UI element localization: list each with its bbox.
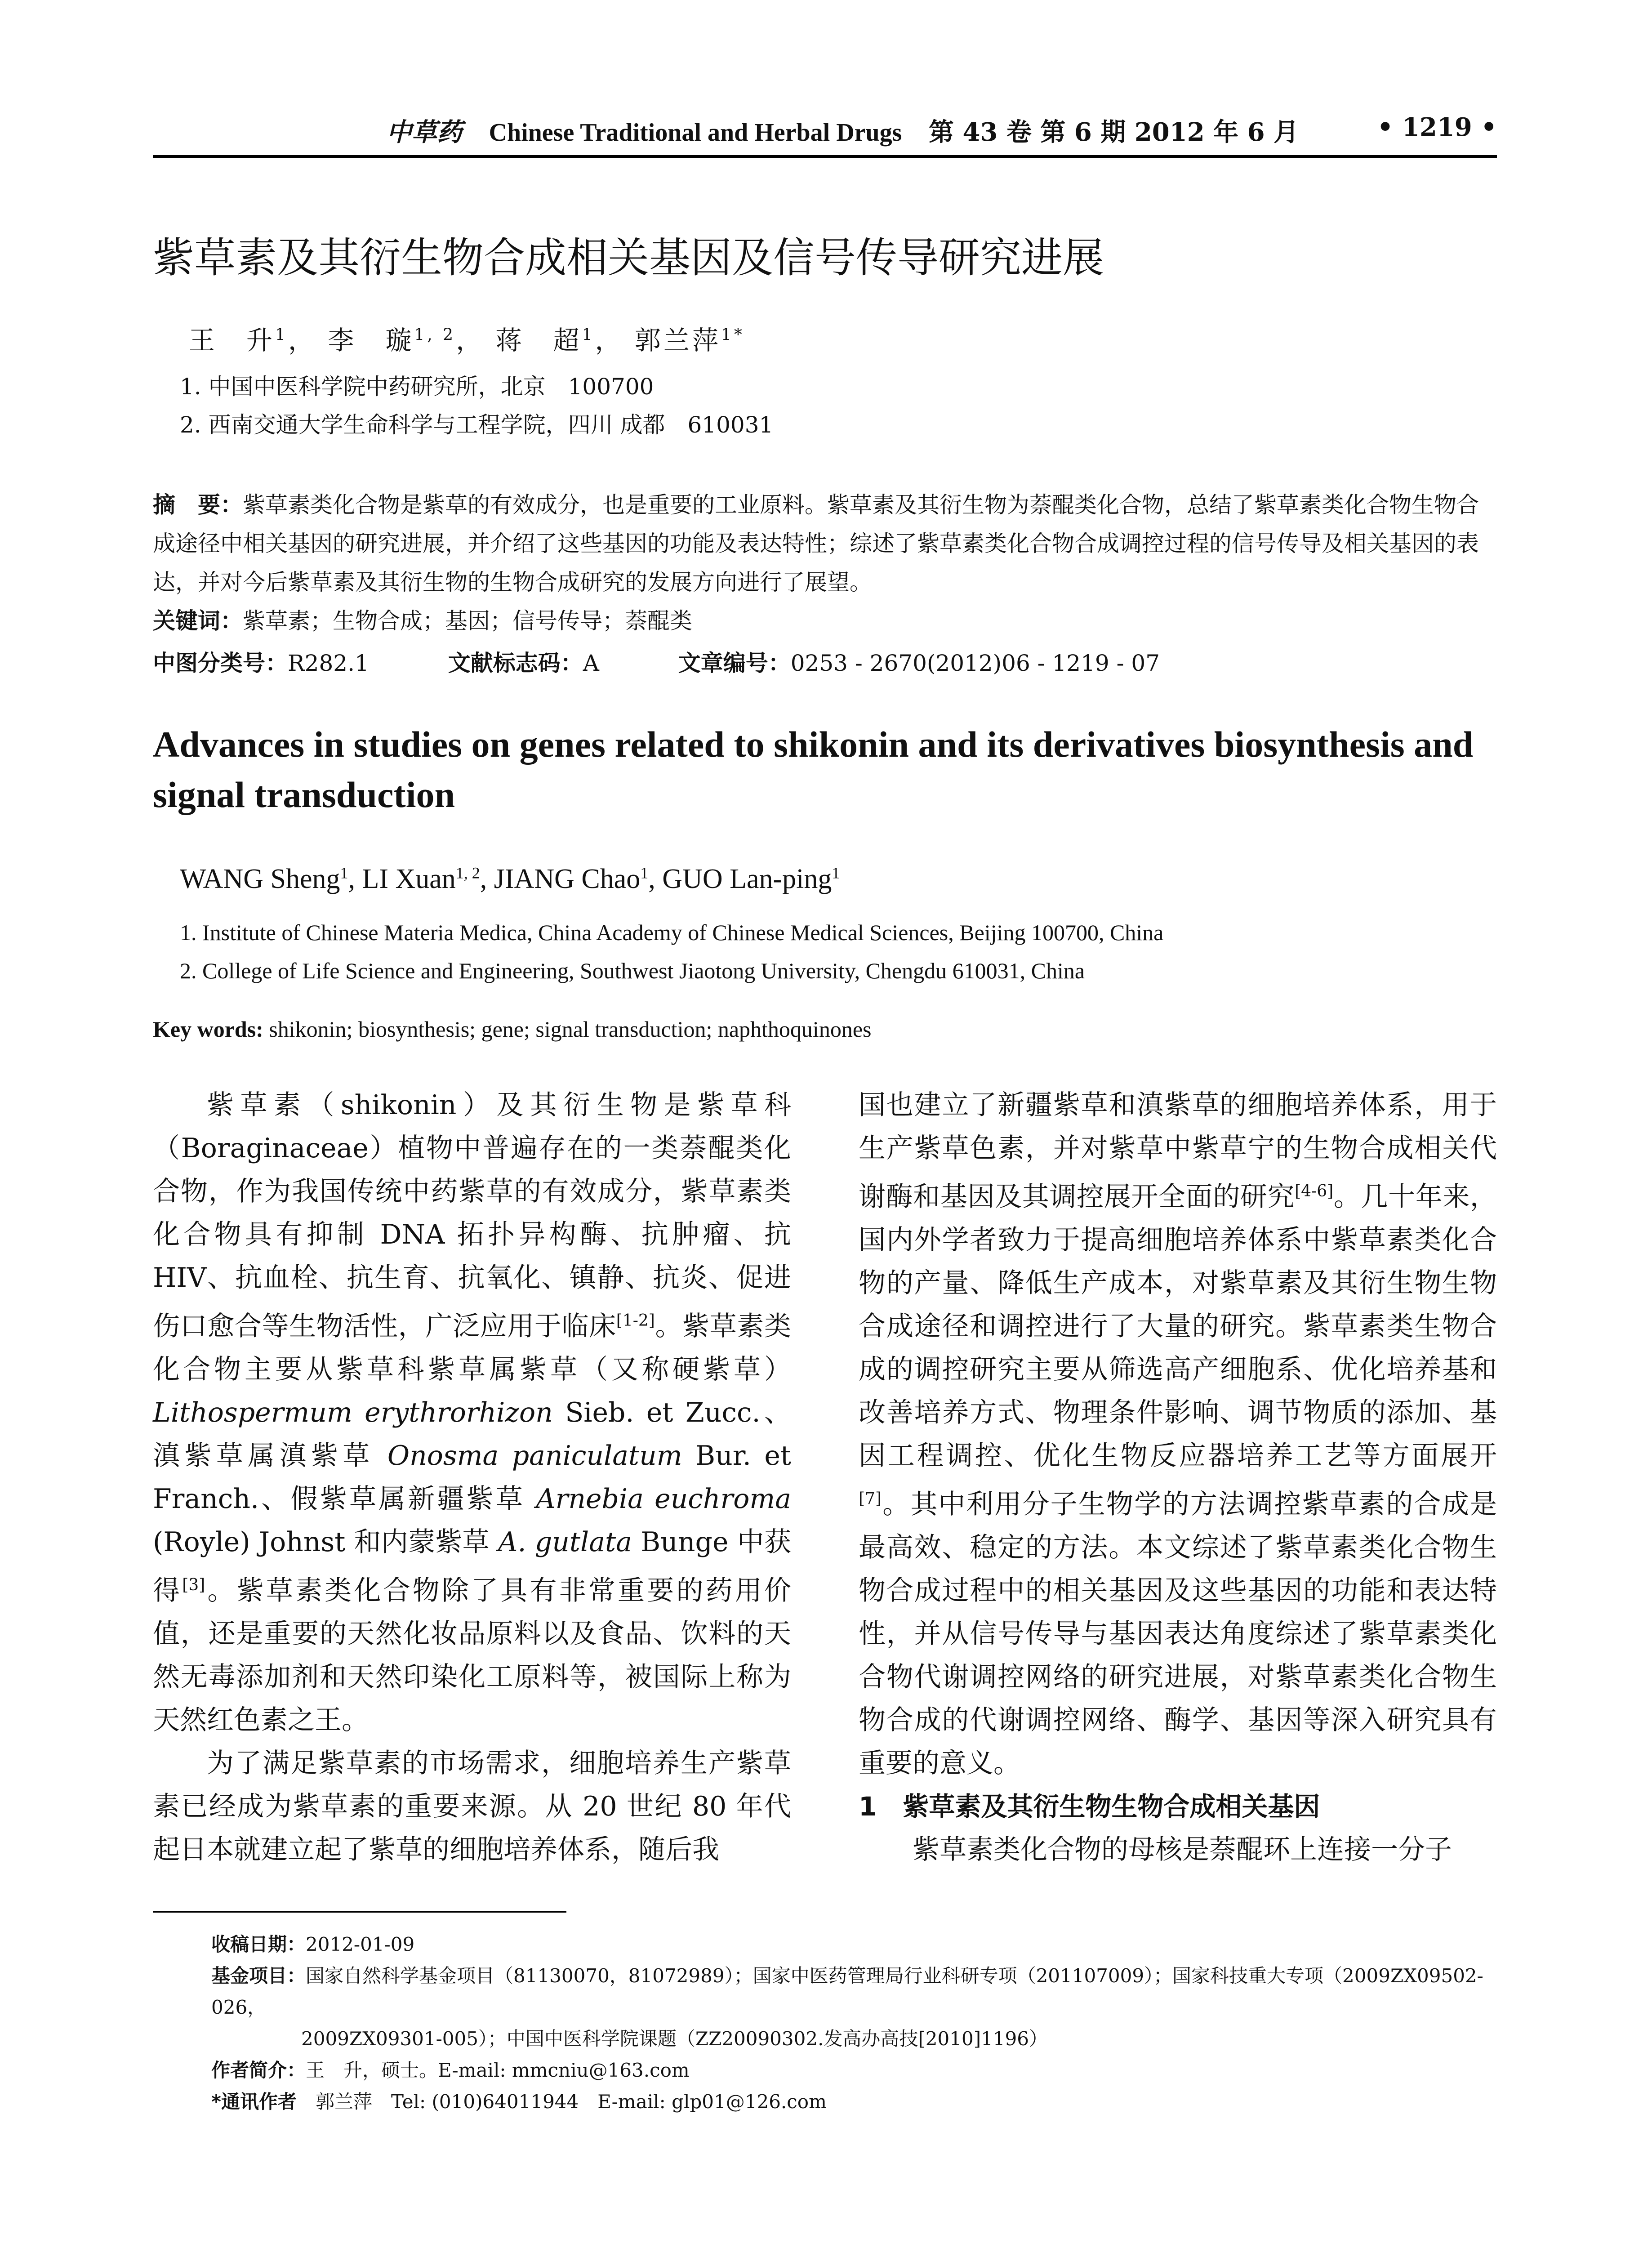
- body-paragraph: [859, 1084, 1497, 1785]
- issue-info: 第 43 卷 第 6 期 2012 年 6 月: [928, 117, 1299, 147]
- clc-value: R282.1: [288, 650, 369, 676]
- body-text: 。紫草素类化合物主要从紫草科紫草属紫草（又称硬紫草）: [153, 1311, 792, 1385]
- article-title-en: Advances in studies on genes related to shikonin and its derivatives biosynthesis and signal transduction: [153, 724, 1474, 815]
- keywords-en: [153, 1016, 871, 1042]
- author-separator: ，: [288, 325, 317, 356]
- footnote-label: 基金项目：: [211, 1965, 306, 1987]
- section-heading: 1 紫草素及其衍生物生物合成相关基因: [859, 1791, 1320, 1822]
- abstract-cn: [153, 486, 1497, 640]
- doc-code-value: A: [583, 650, 599, 676]
- page-number: • 1219 •: [1377, 112, 1497, 142]
- author-affiliation-mark: 1: [640, 864, 649, 882]
- journal-name-cn: 中草药: [387, 117, 462, 147]
- footnote-rule: [153, 1911, 566, 1913]
- footnote-label: 作者简介：: [211, 2059, 306, 2081]
- affiliation-en: 2. College of Life Science and Engineering, Southwest Jiaotong University, Chengdu 610031, China: [180, 958, 1085, 983]
- received-date: [153, 1929, 1497, 1960]
- body-text: Sieb. et Zucc.、滇紫草属滇紫草: [153, 1397, 792, 1472]
- species-name: Lithospermum erythrorhizon: [153, 1397, 553, 1428]
- affiliation-cn: 1. 中国中医科学院中药研究所，北京 100700: [180, 374, 654, 400]
- author-affiliation-mark: 1*: [721, 326, 745, 344]
- header-center: [387, 112, 1299, 148]
- abstract-label: 摘 要：: [153, 492, 243, 518]
- author-separator: ,: [648, 864, 663, 894]
- footnote-text: 王 升，硕士。E-mail: mmcniu@163.com: [306, 2059, 690, 2081]
- species-name: Arnebia euchroma: [536, 1483, 791, 1515]
- footnotes: [153, 1929, 1497, 2118]
- author-separator: ,: [480, 864, 494, 894]
- body-paragraph: 为了满足紫草素的市场需求，细胞培养生产紫草素已经成为紫草素的重要来源。从 20 世纪 80 年代起日本就建立起了紫草的细胞培养体系，随后我: [153, 1748, 791, 1865]
- citation: [7]: [859, 1490, 882, 1508]
- affiliation-en: 1. Institute of Chinese Materia Medica, China Academy of Chinese Medical Sciences, Beijing 100700, China: [180, 920, 1164, 945]
- body-text: 。几十年来，国内外学者致力于提高细胞培养体系中紫草素类化合物的产量、降低生产成本，对紫草素及其衍生物生物合成途径和调控进行了大量的研究。紫草素类生物合成的调控研究主要从筛选高产细胞系、优化培养基和改善培养方式、物理条件影响、调节物质的添加、基因工程调控、优化生物反应器培养工艺等方面展开: [859, 1181, 1497, 1472]
- author-bio: [153, 2055, 1497, 2086]
- article-title-cn: 紫草素及其衍生物合成相关基因及信号传导研究进展: [153, 234, 1104, 282]
- citation: [4-6]: [1295, 1182, 1334, 1200]
- body-text: Bunge 中获得: [153, 1526, 792, 1606]
- species-name: A. gutlata: [498, 1526, 632, 1558]
- body-text: 。其中利用分子生物学的方法调控紫草素的合成是最高效、稳定的方法。本文综述了紫草素类化合物生物合成过程中的相关基因及这些基因的功能和表达特性，并从信号传导与基因表达角度综述了紫草素类化合物代谢调控网络的研究进展，对紫草素类化合物生物合成的代谢调控网络、酶学、基因等深入研究具有重要的意义。: [859, 1489, 1497, 1779]
- header-rule: [153, 155, 1497, 158]
- keywords-text: 紫草素；生物合成；基因；信号传导；萘醌类: [243, 608, 692, 634]
- author-name: GUO Lan-ping: [662, 864, 832, 894]
- running-header: [153, 112, 1497, 148]
- body-paragraph: 紫草素类化合物的母核是萘醌环上连接一分子: [913, 1834, 1452, 1865]
- keywords-label: 关键词：: [153, 608, 243, 634]
- body-text: 紫草素（shikonin）及其衍生物是紫草科（Boraginaceae）植物中普遍存在的一类萘醌类化合物，作为我国传统中药紫草的有效成分，紫草素类化合物具有抑制 DNA 拓扑异构酶、抗肿瘤、抗 HIV、抗血栓、抗生育、抗氧化、镇静、抗炎、促进伤口愈合等生物活性，广泛应用于临床: [153, 1089, 791, 1342]
- affiliation-cn: 2. 西南交通大学生命科学与工程学院，四川 成都 610031: [180, 412, 774, 438]
- body-text: 。紫草素类化合物除了具有非常重要的药用价值，还是重要的天然化妆品原料以及食品、饮料的天然无毒添加剂和天然印染化工原料等，被国际上称为天然红色素之王。: [153, 1575, 792, 1736]
- author-name: 郭兰萍: [634, 325, 721, 356]
- author-affiliation-mark: 1: [340, 864, 348, 882]
- doc-code-label: 文献标志码：: [448, 650, 583, 676]
- footnote-text: 郭兰萍 Tel: (010)64011944 E-mail: glp01@126.com: [315, 2091, 827, 2113]
- author-name: WANG Sheng: [180, 864, 340, 894]
- author-name: JIANG Chao: [494, 864, 641, 894]
- author-name: 李 璇: [328, 325, 414, 356]
- citation: [3]: [182, 1576, 205, 1594]
- clc-label: 中图分类号：: [153, 650, 288, 676]
- corresponding-author: [153, 2086, 1497, 2118]
- author-separator: ，: [595, 325, 624, 356]
- author-affiliation-mark: 1: [832, 864, 840, 882]
- author-separator: ,: [348, 864, 362, 894]
- author-list-en: [180, 863, 840, 895]
- footnote-label: *通讯作者: [211, 2091, 297, 2113]
- author-affiliation-mark: 1, 2: [455, 864, 480, 882]
- fund-info: [153, 1960, 1497, 2023]
- keywords-en-text: shikonin; biosynthesis; gene; signal transduction; naphthoquinones: [269, 1017, 872, 1042]
- body-text: 国也建立了新疆紫草和滇紫草的细胞培养体系，用于生产紫草色素，并对紫草中紫草宁的生物合成相关代谢酶和基因及其调控展开全面的研究: [859, 1089, 1497, 1213]
- article-number-label: 文章编号：: [678, 650, 791, 676]
- classification-line: [153, 645, 1160, 678]
- author-name: 王 升: [189, 325, 276, 356]
- body-column-right: [859, 1084, 1497, 1871]
- author-affiliation-mark: 1, 2: [414, 326, 456, 344]
- body-text: Bur. et Franch.、假紫草属新疆紫草: [153, 1440, 791, 1515]
- footnote-text: 2012-01-09: [306, 1933, 415, 1955]
- body-text: (Royle) Johnst 和内蒙紫草: [153, 1526, 499, 1558]
- article-number-value: 0253 - 2670(2012)06 - 1219 - 07: [790, 650, 1160, 676]
- author-name: LI Xuan: [362, 864, 456, 894]
- fund-info-cont: 2009ZX09301-005）；中国中医科学院课题（ZZ20090302.发高办高技[2010]1196）: [301, 2028, 1048, 2050]
- footnote-text: 国家自然科学基金项目（81130070，81072989）；国家中医药管理局行业科研专项（201107009）；国家科技重大专项（2009ZX09502-026，: [211, 1965, 1483, 2018]
- author-affiliation-mark: 1: [582, 326, 595, 344]
- author-affiliation-mark: 1: [275, 326, 288, 344]
- author-separator: ，: [456, 325, 485, 356]
- journal-name-en: Chinese Traditional and Herbal Drugs: [489, 119, 902, 147]
- author-list-cn: [189, 319, 745, 357]
- species-name: Onosma paniculatum: [387, 1440, 682, 1472]
- body-paragraph: [153, 1084, 791, 1742]
- abstract-text: 紫草素类化合物是紫草的有效成分，也是重要的工业原料。紫草素及其衍生物为萘醌类化合物，总结了紫草素类化合物生物合成途径中相关基因的研究进展，并介绍了这些基因的功能及表达特性；综述了紫草素类化合物合成调控过程的信号传导及相关基因的表达，并对今后紫草素及其衍生物的生物合成研究的发展方向进行了展望。: [153, 492, 1479, 595]
- keywords-en-label: Key words:: [153, 1017, 263, 1042]
- body-column-left: [153, 1084, 791, 1871]
- author-name: 蒋 超: [495, 325, 582, 356]
- citation: [1-2]: [616, 1311, 655, 1330]
- footnote-label: 收稿日期：: [211, 1933, 306, 1955]
